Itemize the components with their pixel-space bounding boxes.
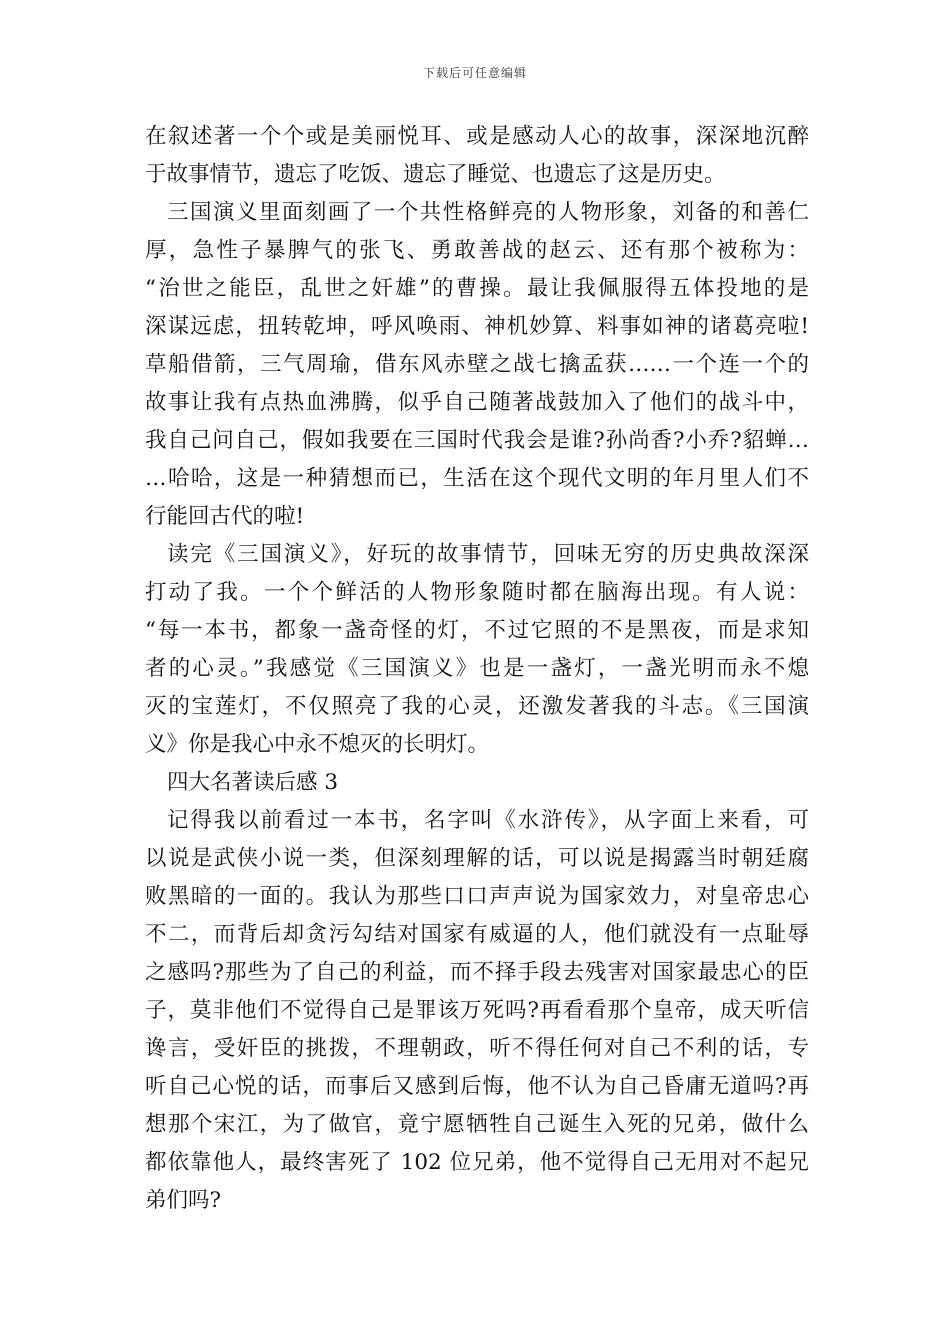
text-line: 记得我以前看过一本书，名字叫《水浒传》，从字面上来看，可 [167, 808, 809, 833]
text-line: 子，莫非他们不觉得自己是罪该万死吗?再看看那个皇帝，成天听信 [145, 998, 809, 1023]
text-line: 者的心灵。”我感觉《三国演义》也是一盏灯，一盏光明而永不熄 [145, 656, 809, 681]
paragraph [145, 194, 809, 536]
text-line: 行能回古代的啦! [145, 504, 305, 529]
text-line: 于故事情节，遗忘了吃饭、遗忘了睡觉、也遗忘了这是历史。 [145, 162, 726, 187]
text-line: 深谋远虑，扭转乾坤，呼风唤雨、神机妙算、料事如神的诸葛亮啦! [145, 314, 809, 339]
text-line: “治世之能臣，乱世之奸雄”的曹操。最让我佩服得五体投地的是 [145, 276, 809, 301]
text-line: 不二，而背后却贪污勾结对国家有威逼的人，他们就没有一点耻辱 [145, 922, 809, 947]
text-line: 谗言，受奸臣的挑拨，不理朝政，听不得任何对自己不利的话，专 [145, 1036, 809, 1061]
text-line: 厚，急性子暴脾气的张飞、勇敢善战的赵云、还有那个被称为： [145, 238, 809, 263]
text-line: 义》你是我心中永不熄灭的长明灯。 [145, 732, 490, 757]
paragraph [145, 536, 809, 764]
text-line: 败黑暗的一面的。我认为那些口口声声说为国家效力，对皇帝忠心 [145, 884, 809, 909]
text-line: 草船借箭，三气周瑜，借东风赤壁之战七擒孟获……一个连一个的 [145, 352, 809, 377]
paragraph [145, 802, 809, 1220]
text-line: 弟们吗? [145, 1188, 222, 1213]
heading-text: 四大名著读后感 3 [167, 770, 339, 795]
text-line: 之感吗?那些为了自己的利益，而不择手段去残害对国家最忠心的臣 [145, 960, 809, 985]
paragraph [145, 118, 809, 194]
text-line: 想那个宋江，为了做官，竟宁愿牺牲自己诞生入死的兄弟，做什么 [145, 1112, 809, 1137]
text-line: 在叙述著一个个或是美丽悦耳、或是感动人心的故事，深深地沉醉 [145, 124, 809, 149]
text-line: 听自己心悦的话，而事后又感到后悔，他不认为自己昏庸无道吗?再 [145, 1074, 809, 1099]
text-line: 都依靠他人，最终害死了 102 位兄弟，他不觉得自己无用对不起兄 [145, 1150, 809, 1175]
text-line: 故事让我有点热血沸腾，似乎自己随著战鼓加入了他们的战斗中， [145, 390, 809, 415]
text-line: …哈哈，这是一种猜想而已，生活在这个现代文明的年月里人们不 [145, 466, 809, 491]
page-header: 下载后可任意编辑 [422, 66, 527, 80]
section-heading [145, 764, 809, 802]
text-line: 我自己问自己，假如我要在三国时代我会是谁?孙尚香?小乔?貂蝉… [145, 428, 809, 453]
text-line: 灭的宝莲灯，不仅照亮了我的心灵，还激发著我的斗志。《三国演 [145, 694, 809, 719]
document-body [145, 118, 809, 1220]
text-line: 三国演义里面刻画了一个共性格鲜亮的人物形象，刘备的和善仁 [167, 200, 809, 225]
text-line: “每一本书，都象一盏奇怪的灯，不过它照的不是黑夜，而是求知 [145, 618, 809, 643]
text-line: 读完《三国演义》，好玩的故事情节，回味无穷的历史典故深深 [167, 542, 809, 567]
text-line: 以说是武侠小说一类，但深刻理解的话，可以说是揭露当时朝廷腐 [145, 846, 809, 871]
text-line: 打动了我。一个个鲜活的人物形象随时都在脑海出现。有人说： [145, 580, 809, 605]
